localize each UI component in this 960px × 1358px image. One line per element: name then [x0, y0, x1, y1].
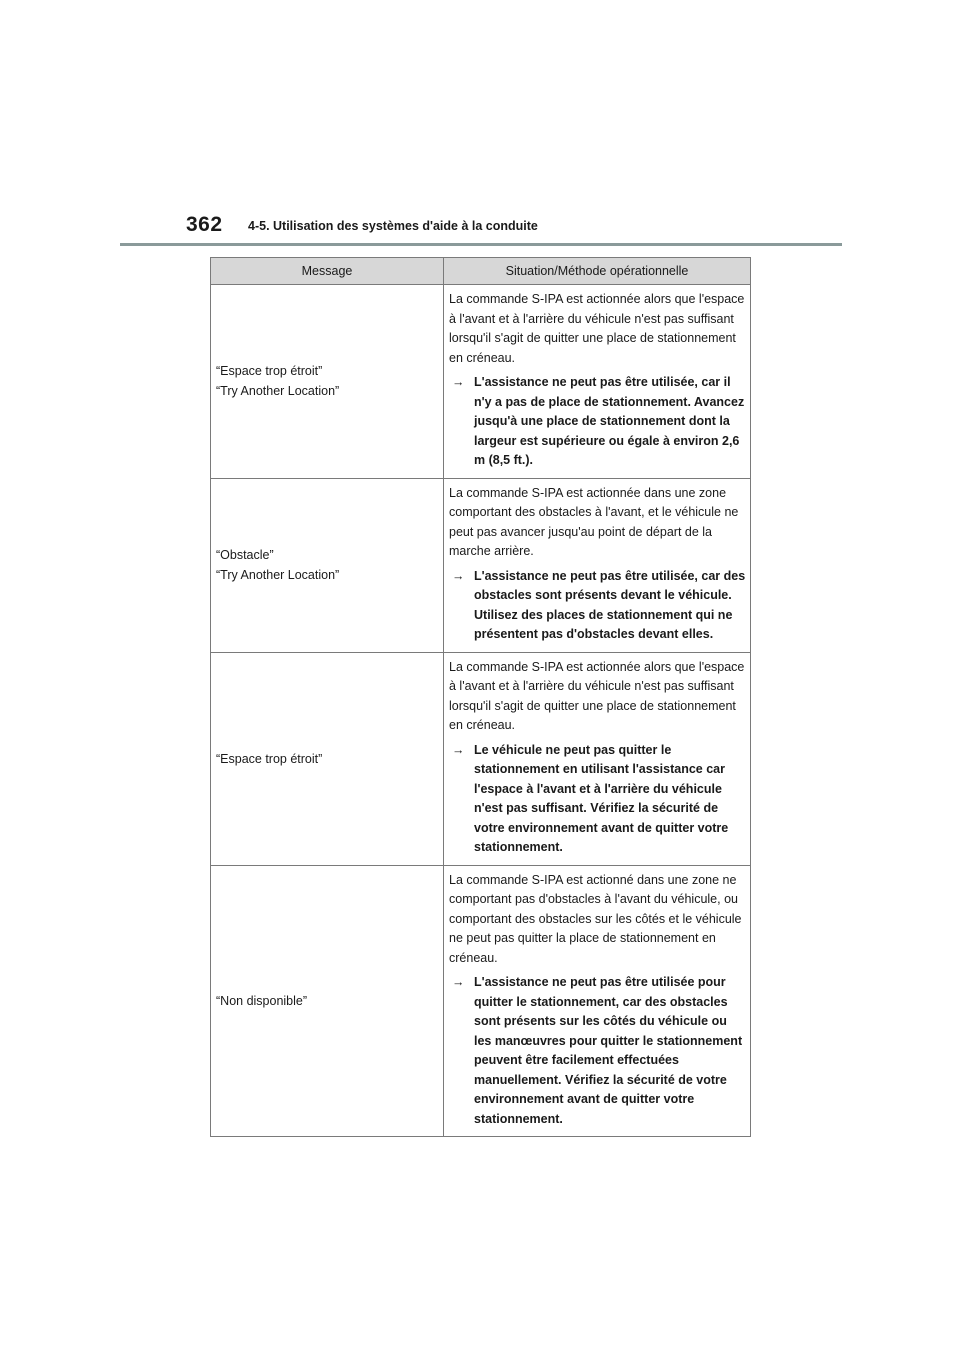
- message-text: “Espace trop étroit”: [216, 364, 323, 379]
- table-header-row: [211, 258, 751, 285]
- result-item: [449, 741, 746, 858]
- situation-text: La commande S-IPA est actionnée alors que l'espace à l'avant et à l'arrière du véhicule n'est pas suffisant lorsqu'il s'agit de quitter une place de stationnement en créneau.: [449, 659, 745, 732]
- table-row: [211, 478, 751, 652]
- result-item: [449, 973, 746, 1129]
- message-text: “Espace trop étroit”: [216, 751, 323, 766]
- table-row: [211, 865, 751, 1137]
- situation-text: La commande S-IPA est actionnée alors que l'espace à l'avant et à l'arrière du véhicule n'est pas suffisant lorsqu'il s'agit de quitter une place de stationnement en créneau.: [449, 292, 745, 365]
- result-text: L'assistance ne peut pas être utilisée, car des obstacles sont présents devant le véhicule. Utilisez des places de stationnement qui ne présentent pas d'obstacles devant elles.: [474, 568, 746, 641]
- message-text: “Non disponible”: [216, 993, 308, 1008]
- header-rule: [120, 243, 842, 246]
- arrow-right-icon: →: [452, 975, 465, 989]
- message-cell: [211, 478, 444, 652]
- situation-cell: [444, 285, 751, 479]
- table-row: [211, 285, 751, 479]
- message-table: [210, 257, 751, 1137]
- message-cell: [211, 652, 444, 865]
- result-item: [449, 373, 746, 471]
- situation-text: La commande S-IPA est actionnée dans une zone comportant des obstacles à l'avant, et le véhicule ne peut pas avancer jusqu'au point de départ de la marche arrière.: [449, 485, 739, 558]
- situation-cell: [444, 865, 751, 1137]
- arrow-right-icon: →: [452, 742, 465, 757]
- message-cell: [211, 285, 444, 479]
- message-text: “Try Another Location”: [216, 384, 340, 399]
- situation-cell: [444, 478, 751, 652]
- result-text: L'assistance ne peut pas être utilisée, car il n'y a pas de place de stationnement. Avancez jusqu'à une place de stationnement dont la largeur est supérieure ou égale à environ 2,6 m (8,5 ft.).: [474, 375, 745, 467]
- message-cell: [211, 865, 444, 1137]
- column-header-message: Message: [211, 258, 444, 285]
- section-title: 4-5. Utilisation des systèmes d'aide à la conduite: [248, 219, 538, 233]
- page-number: 362: [186, 213, 223, 236]
- message-text: “Try Another Location”: [216, 568, 340, 582]
- result-text: L'assistance ne peut pas être utilisée pour quitter le stationnement, car des obstacles sont présents sur les côtés du véhicule ou les manœuvres pour quitter le stationnement peuvent être facilement effectuées manuellement. Vérifiez la sécurité de votre environnement avant de quitter votre stationnement.: [474, 975, 743, 1126]
- situation-cell: [444, 652, 751, 865]
- column-header-situation: Situation/Méthode opérationnelle: [444, 258, 751, 285]
- arrow-right-icon: →: [452, 568, 465, 583]
- table-row: [211, 652, 751, 865]
- arrow-right-icon: →: [452, 375, 465, 389]
- situation-text: La commande S-IPA est actionné dans une zone ne comportant pas d'obstacles à l'avant du véhicule, ou comportant des obstacles sur les côtés et le véhicule ne peut pas quitter la place de stationnement en créneau.: [449, 872, 742, 965]
- message-text: “Obstacle”: [216, 548, 274, 562]
- result-text: Le véhicule ne peut pas quitter le stationnement en utilisant l'assistance car l'espace à l'avant et à l'arrière du véhicule n'est pas suffisant. Vérifiez la sécurité de votre environnement avant de quitter votre stationnement.: [474, 742, 729, 854]
- result-item: [449, 567, 746, 645]
